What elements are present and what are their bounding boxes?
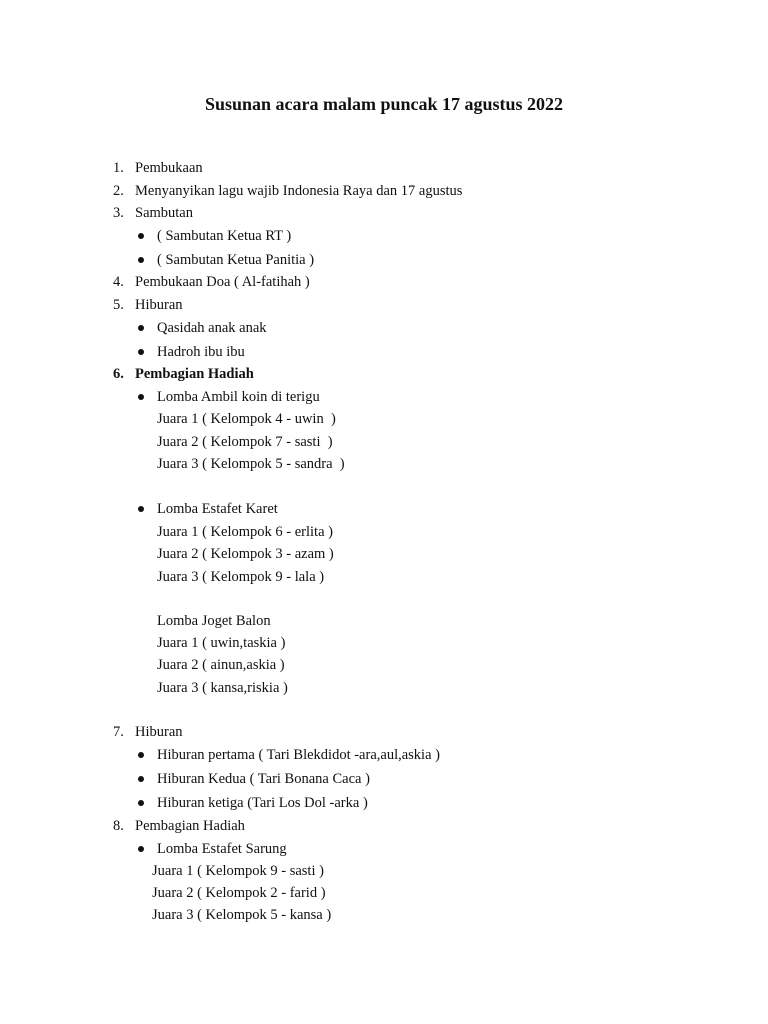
item-text: Pembagian Hadiah <box>135 818 245 834</box>
item-number: 8. <box>113 818 124 834</box>
bullet-icon <box>138 257 144 263</box>
bullet-icon <box>138 752 144 758</box>
item-number: 6. <box>113 366 124 382</box>
competition-name: Lomba Estafet Karet <box>157 501 278 517</box>
competition-name: Lomba Joget Balon <box>157 613 271 629</box>
winner-line: Juara 3 ( kansa,riskia ) <box>157 680 288 696</box>
winner-line: Juara 3 ( Kelompok 9 - lala ) <box>157 569 325 585</box>
winner-line: Juara 2 ( ainun,askia ) <box>157 657 285 673</box>
bullet-text: Hiburan ketiga (Tari Los Dol -arka ) <box>157 795 368 811</box>
competition-name: Lomba Estafet Sarung <box>157 841 287 857</box>
item-text: Pembagian Hadiah <box>135 366 254 382</box>
bullet-icon <box>138 325 144 331</box>
bullet-icon <box>138 776 144 782</box>
winner-line: Juara 1 ( Kelompok 6 - erlita ) <box>157 524 333 540</box>
item-text: Sambutan <box>135 205 193 221</box>
item-number: 5. <box>113 297 124 313</box>
bullet-text: Hiburan Kedua ( Tari Bonana Caca ) <box>157 771 370 787</box>
winner-line: Juara 1 ( uwin,taskia ) <box>157 635 286 651</box>
item-number: 2. <box>113 183 124 199</box>
bullet-icon <box>138 394 144 400</box>
bullet-text: Qasidah anak anak <box>157 320 267 336</box>
winner-line: Juara 1 ( Kelompok 9 - sasti ) <box>152 863 324 879</box>
bullet-icon <box>138 349 144 355</box>
bullet-icon <box>138 506 144 512</box>
document-title: Susunan acara malam puncak 17 agustus 2022 <box>204 94 564 114</box>
winner-line: Juara 2 ( Kelompok 3 - azam ) <box>157 546 334 562</box>
item-text: Hiburan <box>135 297 183 313</box>
bullet-icon <box>138 846 144 852</box>
winner-line: Juara 1 ( Kelompok 4 - uwin ) <box>157 411 336 427</box>
item-number: 3. <box>113 205 124 221</box>
winner-line: Juara 2 ( Kelompok 2 - farid ) <box>152 885 326 901</box>
bullet-text: Hadroh ibu ibu <box>157 344 245 360</box>
bullet-icon <box>138 233 144 239</box>
item-number: 1. <box>113 160 124 176</box>
winner-line: Juara 2 ( Kelompok 7 - sasti ) <box>157 434 333 450</box>
bullet-text: ( Sambutan Ketua Panitia ) <box>157 252 315 268</box>
bullet-icon <box>138 800 144 806</box>
bullet-text: Hiburan pertama ( Tari Blekdidot -ara,aul,askia ) <box>157 747 440 763</box>
competition-name: Lomba Ambil koin di terigu <box>157 389 320 405</box>
bullet-text: ( Sambutan Ketua RT ) <box>157 228 292 244</box>
winner-line: Juara 3 ( Kelompok 5 - kansa ) <box>152 907 332 923</box>
item-number: 7. <box>113 724 124 740</box>
item-number: 4. <box>113 274 124 290</box>
item-text: Pembukaan <box>135 160 203 176</box>
item-text: Hiburan <box>135 724 183 740</box>
item-text: Menyanyikan lagu wajib Indonesia Raya dan 17 agustus <box>135 183 463 199</box>
winner-line: Juara 3 ( Kelompok 5 - sandra ) <box>157 456 345 472</box>
item-text: Pembukaan Doa ( Al-fatihah ) <box>135 274 310 290</box>
